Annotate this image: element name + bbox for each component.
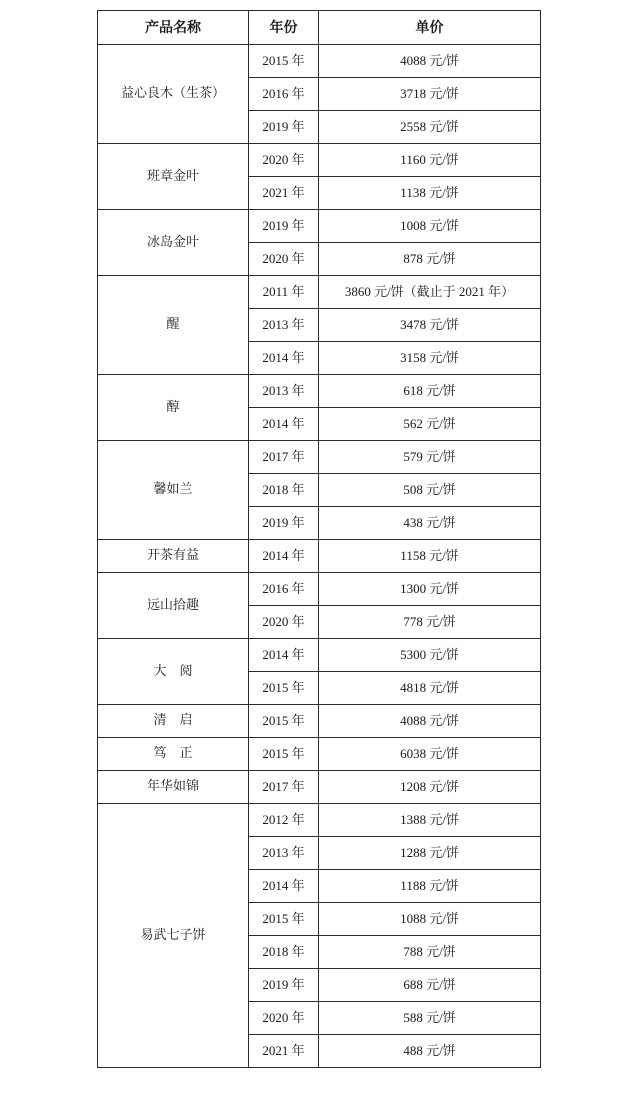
unit-price-cell: 579 元/饼 [319,441,541,474]
table-row [98,276,541,309]
year-cell: 2019 年 [249,969,319,1002]
unit-price-cell: 878 元/饼 [319,243,541,276]
header-product-name: 产品名称 [98,11,249,45]
product-name-cell: 馨如兰 [98,441,249,540]
unit-price-cell: 788 元/饼 [319,936,541,969]
table-row [98,705,541,738]
table-body [98,45,541,1068]
table-row [98,804,541,837]
price-table [97,10,541,1068]
unit-price-cell: 3860 元/饼（截止于 2021 年） [319,276,541,309]
product-name-cell: 醇 [98,375,249,441]
year-cell: 2014 年 [249,408,319,441]
unit-price-cell: 1008 元/饼 [319,210,541,243]
year-cell: 2013 年 [249,375,319,408]
product-name-cell: 醒 [98,276,249,375]
year-cell: 2020 年 [249,606,319,639]
unit-price-cell: 588 元/饼 [319,1002,541,1035]
table-row [98,573,541,606]
header-row [98,11,541,45]
table-row [98,540,541,573]
product-name-cell: 班章金叶 [98,144,249,210]
unit-price-cell: 1288 元/饼 [319,837,541,870]
unit-price-cell: 688 元/饼 [319,969,541,1002]
unit-price-cell: 438 元/饼 [319,507,541,540]
table-row [98,738,541,771]
year-cell: 2019 年 [249,111,319,144]
unit-price-cell: 1208 元/饼 [319,771,541,804]
year-cell: 2013 年 [249,309,319,342]
year-cell: 2015 年 [249,738,319,771]
product-name-cell: 开茶有益 [98,540,249,573]
table-row [98,144,541,177]
year-cell: 2021 年 [249,1035,319,1068]
unit-price-cell: 488 元/饼 [319,1035,541,1068]
unit-price-cell: 5300 元/饼 [319,639,541,672]
unit-price-cell: 1300 元/饼 [319,573,541,606]
unit-price-cell: 1160 元/饼 [319,144,541,177]
year-cell: 2014 年 [249,639,319,672]
unit-price-cell: 562 元/饼 [319,408,541,441]
year-cell: 2015 年 [249,705,319,738]
year-cell: 2015 年 [249,45,319,78]
unit-price-cell: 3158 元/饼 [319,342,541,375]
year-cell: 2018 年 [249,936,319,969]
unit-price-cell: 4088 元/饼 [319,705,541,738]
year-cell: 2019 年 [249,507,319,540]
product-name-cell: 笃 正 [98,738,249,771]
year-cell: 2014 年 [249,342,319,375]
year-cell: 2011 年 [249,276,319,309]
unit-price-cell: 618 元/饼 [319,375,541,408]
year-cell: 2015 年 [249,903,319,936]
unit-price-cell: 1088 元/饼 [319,903,541,936]
product-name-cell: 年华如锦 [98,771,249,804]
table-row [98,441,541,474]
year-cell: 2020 年 [249,1002,319,1035]
year-cell: 2013 年 [249,837,319,870]
unit-price-cell: 778 元/饼 [319,606,541,639]
unit-price-cell: 1158 元/饼 [319,540,541,573]
year-cell: 2016 年 [249,573,319,606]
unit-price-cell: 6038 元/饼 [319,738,541,771]
unit-price-cell: 1388 元/饼 [319,804,541,837]
product-name-cell: 大 阅 [98,639,249,705]
unit-price-cell: 508 元/饼 [319,474,541,507]
year-cell: 2016 年 [249,78,319,111]
table-row [98,771,541,804]
unit-price-cell: 1188 元/饼 [319,870,541,903]
year-cell: 2014 年 [249,870,319,903]
product-name-cell: 易武七子饼 [98,804,249,1068]
unit-price-cell: 4088 元/饼 [319,45,541,78]
product-name-cell: 远山拾趣 [98,573,249,639]
year-cell: 2014 年 [249,540,319,573]
year-cell: 2021 年 [249,177,319,210]
header-unit-price: 单价 [319,11,541,45]
product-name-cell: 益心良木（生茶） [98,45,249,144]
year-cell: 2017 年 [249,771,319,804]
table-row [98,639,541,672]
unit-price-cell: 2558 元/饼 [319,111,541,144]
unit-price-cell: 3478 元/饼 [319,309,541,342]
table-row [98,45,541,78]
unit-price-cell: 4818 元/饼 [319,672,541,705]
product-name-cell: 清 启 [98,705,249,738]
year-cell: 2020 年 [249,243,319,276]
year-cell: 2019 年 [249,210,319,243]
unit-price-cell: 3718 元/饼 [319,78,541,111]
year-cell: 2017 年 [249,441,319,474]
table-row [98,375,541,408]
header-year: 年份 [249,11,319,45]
product-name-cell: 冰岛金叶 [98,210,249,276]
table-row [98,210,541,243]
year-cell: 2012 年 [249,804,319,837]
year-cell: 2020 年 [249,144,319,177]
unit-price-cell: 1138 元/饼 [319,177,541,210]
year-cell: 2018 年 [249,474,319,507]
year-cell: 2015 年 [249,672,319,705]
